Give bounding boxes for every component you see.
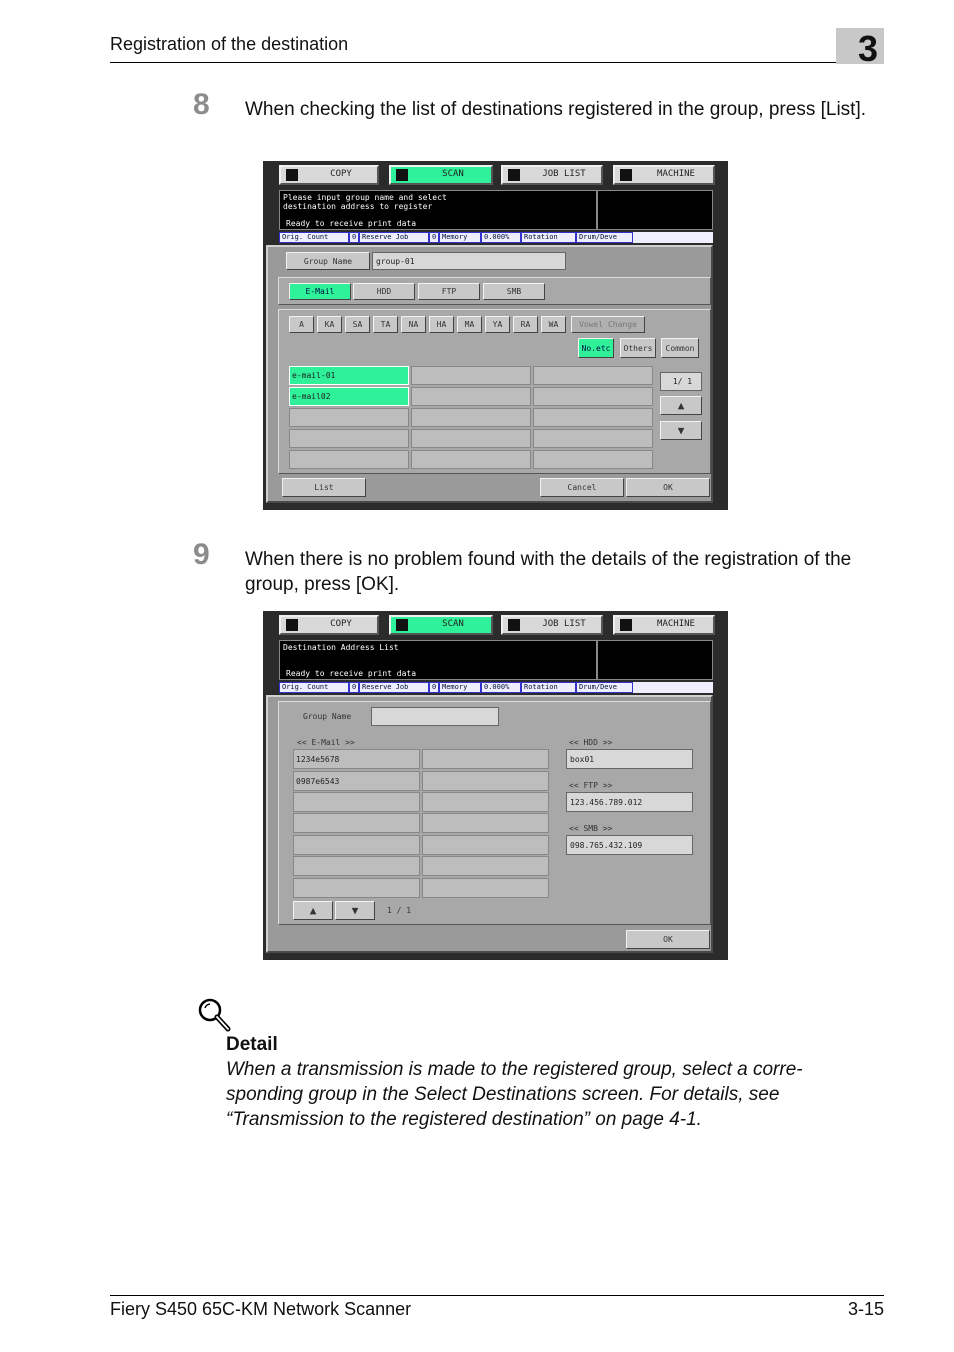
- cancel-button[interactable]: Cancel: [540, 478, 624, 497]
- smb-header: << SMB >>: [569, 824, 613, 833]
- list-item[interactable]: [289, 408, 409, 427]
- email-cell: [422, 792, 549, 812]
- memory-value: 0.000%: [481, 682, 521, 693]
- list-item[interactable]: [411, 387, 531, 406]
- memory-value: 0.000%: [481, 232, 521, 243]
- scroll-up-button[interactable]: ▲: [660, 396, 702, 415]
- kana-ha-button[interactable]: HA: [429, 316, 454, 333]
- email-cell: [422, 771, 549, 791]
- running-header: Registration of the destination: [110, 34, 349, 54]
- group-name-button[interactable]: Group Name: [286, 252, 370, 270]
- kana-a-button[interactable]: A: [289, 316, 314, 333]
- type-row: [278, 277, 711, 305]
- list-item[interactable]: [411, 450, 531, 469]
- email-cell: [422, 749, 549, 769]
- kana-ka-button[interactable]: KA: [317, 316, 342, 333]
- tab-machine[interactable]: MACHINE: [613, 165, 715, 185]
- hdd-header: << HDD >>: [569, 738, 613, 747]
- rotation-status: Rotation: [521, 232, 576, 243]
- email-cell: [422, 878, 549, 898]
- tab-machine[interactable]: MACHINE: [613, 615, 715, 635]
- list-item[interactable]: [289, 450, 409, 469]
- list-area: [278, 309, 711, 474]
- destination-list-panel: [266, 695, 713, 953]
- step-number: 9: [193, 538, 210, 571]
- kana-ya-button[interactable]: YA: [485, 316, 510, 333]
- email-header: << E-Mail >>: [297, 738, 355, 747]
- message-area-right: [597, 190, 713, 230]
- tab-scan[interactable]: SCAN: [389, 165, 493, 185]
- email-cell: [422, 856, 549, 876]
- ok-button[interactable]: OK: [626, 478, 710, 497]
- tab-copy[interactable]: COPY: [279, 615, 379, 635]
- tab-scan[interactable]: SCAN: [389, 615, 493, 635]
- reserve-job-value: 0: [429, 232, 439, 243]
- kana-na-button[interactable]: NA: [401, 316, 426, 333]
- status-bar: [279, 232, 713, 243]
- tab-job-list[interactable]: JOB LIST: [501, 615, 603, 635]
- type-ftp-button[interactable]: FTP: [418, 283, 480, 300]
- footer-rule: [110, 1295, 884, 1296]
- ftp-value: 123.456.789.012: [566, 792, 693, 812]
- screenshot-group-register: [263, 161, 728, 510]
- list-item[interactable]: [411, 408, 531, 427]
- ftp-header: << FTP >>: [569, 781, 613, 790]
- group-name-field[interactable]: group-01: [372, 252, 566, 270]
- list-item[interactable]: [533, 429, 653, 448]
- step-number: 8: [193, 88, 210, 121]
- tab-job-list[interactable]: JOB LIST: [501, 165, 603, 185]
- message-area: [279, 640, 597, 680]
- list-item[interactable]: [533, 450, 653, 469]
- list-icon: [508, 619, 520, 631]
- list-item[interactable]: [533, 366, 653, 385]
- ready-status: Ready to receive print data: [286, 219, 417, 228]
- status-bar: [279, 682, 713, 693]
- detail-heading: Detail: [226, 1034, 278, 1055]
- message-area-right: [597, 640, 713, 680]
- smb-value: 098.765.432.109: [566, 835, 693, 855]
- list-item[interactable]: [533, 387, 653, 406]
- kana-ta-button[interactable]: TA: [373, 316, 398, 333]
- orig-count-value: 0: [349, 232, 359, 243]
- magnifier-icon: [195, 996, 235, 1036]
- header-rule: [110, 62, 884, 63]
- page-indicator: 1/ 1: [660, 372, 702, 391]
- instruction-text: Destination Address List: [283, 643, 399, 652]
- kana-wa-button[interactable]: WA: [541, 316, 566, 333]
- step-text: When there is no problem found with the details of the registration of the group, press [OK].: [245, 549, 852, 595]
- scan-icon: [396, 169, 408, 181]
- ready-status: Ready to receive print data: [286, 669, 417, 678]
- orig-count-label: Orig. Count: [279, 682, 349, 693]
- email-cell: 1234e5678: [293, 749, 420, 769]
- detail-text: When a transmission is made to the registered group, select a corre-sponding group in the Select Destinations screen. For details, see “Transmission to the registered destination” on page 4-1.: [226, 1059, 803, 1130]
- email-cell: [293, 878, 420, 898]
- reserve-job-label: Reserve Job: [359, 682, 429, 693]
- orig-count-value: 0: [349, 682, 359, 693]
- scroll-down-button[interactable]: ▼: [335, 901, 375, 920]
- email-cell: [293, 856, 420, 876]
- message-area: [279, 190, 597, 230]
- email-cell: [293, 792, 420, 812]
- list-item[interactable]: [289, 429, 409, 448]
- group-name-field: [371, 707, 499, 726]
- drum-status: Drum/Deve: [576, 682, 633, 693]
- email-cell: [422, 813, 549, 833]
- chapter-number: 3: [858, 28, 879, 69]
- list-button[interactable]: List: [282, 478, 366, 497]
- list-icon: [508, 169, 520, 181]
- list-area: [278, 701, 711, 925]
- email-cell: 0987e6543: [293, 771, 420, 791]
- page-indicator: 1 / 1: [387, 906, 412, 915]
- memory-label: Memory: [439, 682, 481, 693]
- list-item[interactable]: [411, 366, 531, 385]
- scan-icon: [396, 619, 408, 631]
- reserve-job-value: 0: [429, 682, 439, 693]
- hdd-value: box01: [566, 749, 693, 769]
- list-item[interactable]: [533, 408, 653, 427]
- drum-status: Drum/Deve: [576, 232, 633, 243]
- machine-icon: [620, 169, 632, 181]
- step-text: When checking the list of destinations registered in the group, press [List].: [245, 99, 866, 120]
- footer-product: Fiery S450 65C-KM Network Scanner: [110, 1299, 412, 1319]
- list-item[interactable]: e-mail-01: [289, 366, 409, 385]
- filter-common-button[interactable]: Common: [661, 338, 699, 358]
- kana-sa-button[interactable]: SA: [345, 316, 370, 333]
- group-name-label: Group Name: [303, 712, 352, 721]
- vowel-change-button[interactable]: Vowel Change: [571, 316, 645, 333]
- email-cell: [422, 835, 549, 855]
- type-hdd-button[interactable]: HDD: [353, 283, 415, 300]
- scroll-up-button[interactable]: ▲: [293, 901, 333, 920]
- kana-ra-button[interactable]: RA: [513, 316, 538, 333]
- type-smb-button[interactable]: SMB: [483, 283, 545, 300]
- reserve-job-label: Reserve Job: [359, 232, 429, 243]
- copy-icon: [286, 169, 298, 181]
- memory-label: Memory: [439, 232, 481, 243]
- filter-no-etc-button[interactable]: No.etc: [578, 338, 614, 358]
- list-item[interactable]: [411, 429, 531, 448]
- copy-icon: [286, 619, 298, 631]
- scroll-down-button[interactable]: ▼: [660, 421, 702, 440]
- footer-page-number: 3-15: [847, 1299, 884, 1319]
- screenshot-destination-list: [263, 611, 728, 960]
- type-email-button[interactable]: E-Mail: [289, 283, 351, 300]
- tab-copy[interactable]: COPY: [279, 165, 379, 185]
- orig-count-label: Orig. Count: [279, 232, 349, 243]
- rotation-status: Rotation: [521, 682, 576, 693]
- kana-ma-button[interactable]: MA: [457, 316, 482, 333]
- email-cell: [293, 835, 420, 855]
- email-cell: [293, 813, 420, 833]
- machine-icon: [620, 619, 632, 631]
- list-item[interactable]: e-mail02: [289, 387, 409, 406]
- ok-button[interactable]: OK: [626, 930, 710, 949]
- filter-others-button[interactable]: Others: [620, 338, 656, 358]
- group-panel: [266, 245, 713, 503]
- instruction-text: Please input group name and select destination address to register: [283, 193, 447, 211]
